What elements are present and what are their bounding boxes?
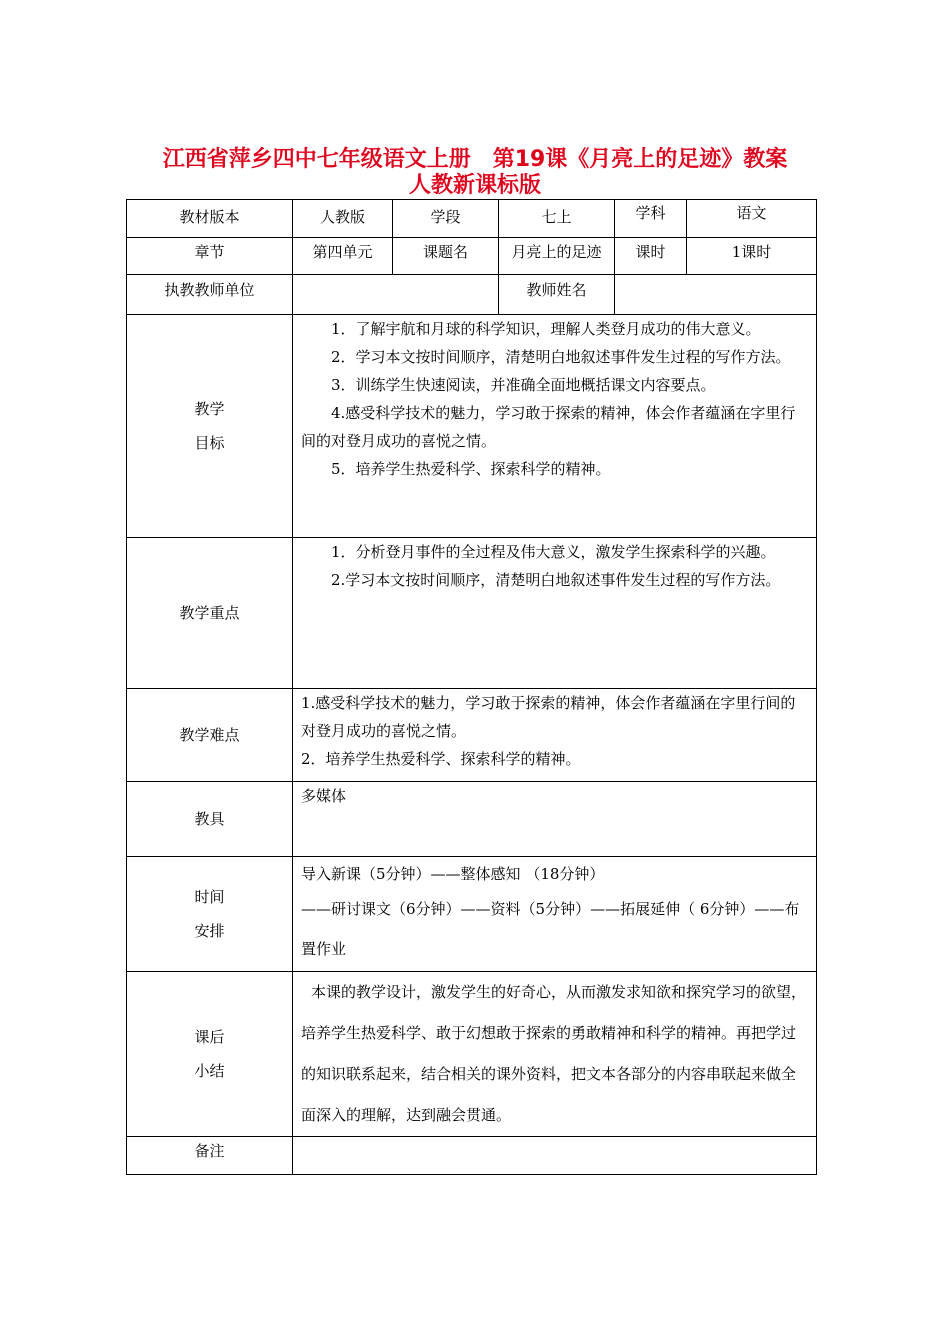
tools-label: 教具 (194, 810, 225, 828)
objective-item: 4.感受科学技术的魅力，学习敢于探索的精神，体会作者蕴涵在字里行间的对登月成功的喜悦之情。 (301, 404, 796, 450)
notes-value (293, 1137, 817, 1175)
objective-item: 5．培养学生热爱科学、探索科学的精神。 (331, 460, 611, 478)
summary-row (127, 972, 817, 1137)
difficulties-label-cell (127, 689, 293, 782)
tools-row (127, 782, 817, 857)
key-points-content (293, 538, 817, 689)
header-row-3 (127, 275, 817, 315)
schedule-row (127, 857, 817, 972)
value-lesson-name: 月亮上的足迹 (499, 238, 615, 275)
difficulties-label: 教学难点 (179, 726, 240, 744)
summary-text: 本课的教学设计，激发学生的好奇心，从而激发求知欲和探究学习的欲望，培养学生热爱科学、敢于幻想敢于探索的勇敢精神和科学的精神。再把学过的知识联系起来，结合相关的课外资料，把文本各部分的内容串联起来做全面深入的理解，达到融会贯通。 (301, 983, 807, 1124)
summary-label-line1: 课后 (194, 1028, 225, 1046)
schedule-line1: 导入新课（5分钟）——整体感知 （18分钟） (301, 865, 605, 883)
schedule-label-cell (127, 857, 293, 972)
label-subject: 学科 (615, 200, 687, 238)
header-row-2 (127, 238, 817, 275)
objectives-label-cell (127, 315, 293, 538)
key-points-row (127, 538, 817, 689)
difficulties-content (293, 689, 817, 782)
value-subject: 语文 (687, 200, 817, 238)
header-row-1 (127, 200, 817, 238)
schedule-content (293, 857, 817, 972)
tools-content (293, 782, 817, 857)
objective-item: 1．了解宇航和月球的科学知识，理解人类登月成功的伟大意义。 (331, 320, 761, 338)
summary-content (293, 972, 817, 1137)
value-class-hours: 1课时 (687, 238, 817, 275)
label-lesson-name: 课题名 (393, 238, 499, 275)
label-class-hours: 课时 (615, 238, 687, 275)
tools-value: 多媒体 (301, 787, 347, 805)
label-grade-stage: 学段 (393, 200, 499, 238)
objective-item: 3．训练学生快速阅读，并准确全面地概括课文内容要点。 (331, 376, 716, 394)
label-teacher-unit: 执教教师单位 (127, 275, 293, 315)
document-title-line2: 人教新课标版 (408, 173, 541, 198)
value-teacher-name (615, 275, 817, 315)
key-point-item: 1．分析登月事件的全过程及伟大意义，激发学生探索科学的兴趣。 (331, 543, 776, 561)
objectives-label-line2: 目标 (194, 434, 225, 452)
objectives-content (293, 315, 817, 538)
key-point-item: 2.学习本文按时间顺序，清楚明白地叙述事件发生过程的写作方法。 (331, 571, 781, 589)
notes-label: 备注 (127, 1137, 293, 1175)
label-teacher-name: 教师姓名 (499, 275, 615, 315)
value-teacher-unit (293, 275, 499, 315)
objective-item: 2．学习本文按时间顺序，清楚明白地叙述事件发生过程的写作方法。 (331, 348, 791, 366)
document-title-line1: 江西省萍乡四中七年级语文上册 第19课《月亮上的足迹》教案 (162, 147, 788, 172)
schedule-line2: ——研讨课文（6分钟）——资料（5分钟）——拓展延伸（ 6分钟）——布置作业 (301, 900, 800, 958)
difficulty-item: 2．培养学生热爱科学、探索科学的精神。 (301, 750, 581, 768)
value-grade-stage: 七上 (499, 200, 615, 238)
value-chapter: 第四单元 (293, 238, 393, 275)
difficulties-row (127, 689, 817, 782)
summary-label-line2: 小结 (194, 1062, 225, 1080)
tools-label-cell (127, 782, 293, 857)
key-points-label: 教学重点 (179, 604, 240, 622)
lesson-plan-table (126, 199, 817, 1175)
summary-label-cell (127, 972, 293, 1137)
label-chapter: 章节 (127, 238, 293, 275)
schedule-label-line1: 时间 (194, 888, 225, 906)
label-textbook-edition: 教材版本 (127, 200, 293, 238)
difficulty-item: 1.感受科学技术的魅力，学习敢于探索的精神，体会作者蕴涵在字里行间的对登月成功的喜悦之情。 (301, 694, 796, 740)
objectives-row (127, 315, 817, 538)
schedule-label-line2: 安排 (194, 922, 225, 940)
key-points-label-cell (127, 538, 293, 689)
value-textbook-edition: 人教版 (293, 200, 393, 238)
notes-row (127, 1137, 817, 1175)
objectives-label-line1: 教学 (194, 400, 225, 418)
